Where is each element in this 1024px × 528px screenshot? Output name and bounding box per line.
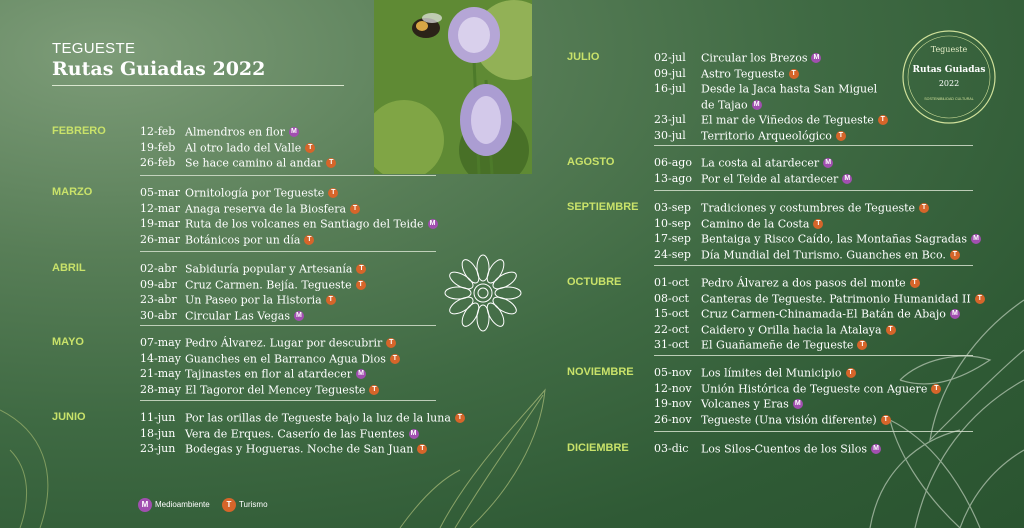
event-date: 26-mar <box>140 232 180 246</box>
event-date: 26-feb <box>140 156 176 169</box>
legend-medioambiente <box>138 498 210 512</box>
event-row <box>654 128 973 143</box>
event-row <box>654 200 973 215</box>
event-date: 17-sep <box>654 232 691 245</box>
event-date: 05-mar <box>140 186 180 199</box>
event-title <box>185 124 299 140</box>
event-title <box>701 337 867 353</box>
turismo-badge-icon: T <box>369 385 379 395</box>
event-date: 09-jul <box>654 66 686 80</box>
legend-medioambiente-label: Medioambiente <box>155 500 210 510</box>
event-row <box>140 155 436 170</box>
event-title <box>185 308 304 324</box>
event-title <box>701 128 846 144</box>
event-title-text: Día Mundial del Turismo. Guanches en Bco. <box>701 248 946 261</box>
event-title-text: Circular los Brezos <box>701 51 808 65</box>
event-title <box>701 412 891 428</box>
medioambiente-badge-icon: M <box>409 429 419 439</box>
event-title <box>701 50 821 66</box>
event-row <box>654 216 973 231</box>
turismo-badge-icon: T <box>304 235 314 245</box>
event-date: 08-oct <box>654 291 689 305</box>
event-date: 12-feb <box>140 125 176 138</box>
event-date: 24-sep <box>654 247 691 261</box>
event-title-text: Al otro lado del Valle <box>185 141 302 154</box>
month-divider <box>140 400 436 401</box>
month-divider <box>140 251 436 252</box>
event-date: 31-oct <box>654 338 689 351</box>
turismo-badge-icon: T <box>846 368 856 378</box>
event-row <box>140 185 436 200</box>
event-date: 15-oct <box>654 307 689 320</box>
event-title <box>701 441 881 457</box>
event-title-text: Pedro Álvarez. Lugar por descubrir <box>185 336 383 350</box>
event-title-text: Bodegas y Hogueras. Noche de San Juan <box>185 442 414 456</box>
event-date: 11-jun <box>140 411 176 424</box>
turismo-badge-icon: T <box>386 338 396 348</box>
seal-top-text: Tegueste <box>930 45 968 54</box>
event-title-text: Volcanes y Eras <box>701 397 789 411</box>
event-row <box>140 426 436 441</box>
medioambiente-badge-icon: M <box>752 100 762 110</box>
event-title <box>185 155 336 171</box>
event-title <box>185 292 336 308</box>
event-title <box>185 441 427 457</box>
event-row <box>140 351 436 366</box>
event-title-text: Guanches en el Barranco Agua Dios <box>185 352 386 365</box>
event-row <box>654 81 973 96</box>
turismo-badge-icon: T <box>328 188 338 198</box>
event-title <box>701 306 960 322</box>
event-date: 05-nov <box>654 366 692 379</box>
event-row <box>654 97 973 112</box>
event-title <box>701 97 762 113</box>
event-date: 30-abr <box>140 308 177 322</box>
event-title-text: La costa al atardecer <box>701 156 820 170</box>
turismo-badge-icon: T <box>950 250 960 260</box>
turismo-badge-icon: T <box>350 204 360 214</box>
medioambiente-badge-icon: M <box>294 311 304 321</box>
turismo-badge-icon: T <box>326 158 336 168</box>
event-title <box>185 185 338 201</box>
medioambiente-badge-icon: M <box>793 399 803 409</box>
event-row <box>140 232 436 247</box>
event-title-text: Los Silos-Cuentos de los Silos <box>701 442 868 456</box>
medioambiente-badge-icon: M <box>356 369 366 379</box>
event-title-text: El Guañameñe de Tegueste <box>701 338 854 352</box>
event-row <box>654 412 973 427</box>
event-title <box>185 335 396 351</box>
event-date: 28-may <box>140 382 181 396</box>
turismo-badge-icon: T <box>222 498 236 512</box>
medioambiente-badge-icon: M <box>842 174 852 184</box>
medioambiente-badge-icon: M <box>971 234 981 244</box>
event-title <box>701 171 852 187</box>
turismo-badge-icon: T <box>789 69 799 79</box>
event-title <box>701 112 888 128</box>
event-row <box>654 66 973 81</box>
event-title-text: Ornitología por Tegueste <box>185 186 325 200</box>
month-label: NOVIEMBRE <box>567 366 634 378</box>
month-label: DICIEMBRE <box>567 442 629 454</box>
event-title <box>701 247 960 263</box>
event-title-text: Tajinastes en flor al atardecer <box>185 367 352 381</box>
event-date: 26-nov <box>654 412 692 426</box>
event-row <box>654 365 973 380</box>
event-date: 23-jun <box>140 442 176 455</box>
turismo-badge-icon: T <box>931 384 941 394</box>
medioambiente-badge-icon: M <box>823 158 833 168</box>
event-row <box>140 366 436 381</box>
event-title-text: Tradiciones y costumbres de Tegueste <box>701 201 916 215</box>
event-date: 22-oct <box>654 322 689 336</box>
event-title <box>185 382 379 398</box>
event-title-text: El Tagoror del Mencey Tegueste <box>185 383 366 396</box>
event-row <box>140 124 436 139</box>
event-row <box>654 50 973 65</box>
event-date: 19-nov <box>654 397 692 410</box>
event-title-text: Cruz Carmen. Bejía. Tegueste <box>185 278 352 291</box>
event-date: 07-may <box>140 336 181 349</box>
event-title <box>185 216 438 232</box>
event-date: 02-jul <box>654 51 686 64</box>
month-label: JUNIO <box>52 411 86 423</box>
event-title-text: Tegueste (Una visión diferente) <box>701 413 877 426</box>
event-title-text: Camino de la Costa <box>701 217 810 230</box>
month-divider <box>140 325 436 326</box>
event-title <box>701 81 877 97</box>
event-title-text: Anaga reserva de la Biosfera <box>185 202 347 215</box>
event-row <box>140 261 436 276</box>
event-title-text: Un Paseo por la Historia <box>185 293 322 307</box>
event-title-text: Pedro Álvarez a dos pasos del monte <box>701 276 906 290</box>
turismo-badge-icon: T <box>455 413 465 423</box>
event-title <box>701 381 941 397</box>
event-title-text: Vera de Erques. Caserío de las Fuentes <box>185 427 405 440</box>
event-date: 06-ago <box>654 156 692 169</box>
event-title-text: Astro Tegueste <box>701 67 785 80</box>
event-title-text: El mar de Viñedos de Tegueste <box>701 113 874 127</box>
event-title <box>701 396 803 412</box>
month-label: MARZO <box>52 186 93 198</box>
month-divider <box>654 355 973 356</box>
month-label: AGOSTO <box>567 156 615 168</box>
event-title-text: Sabiduría popular y Artesanía <box>185 262 353 276</box>
event-title-text: Se hace camino al andar <box>185 156 323 170</box>
event-date: 23-abr <box>140 293 177 306</box>
legend <box>138 498 278 512</box>
event-date: 18-jun <box>140 426 176 440</box>
turismo-badge-icon: T <box>305 143 315 153</box>
event-title <box>701 155 833 171</box>
medioambiente-badge-icon: M <box>138 498 152 512</box>
event-row <box>654 112 973 127</box>
event-row <box>140 335 436 350</box>
event-title <box>701 291 985 307</box>
event-date: 21-may <box>140 367 181 380</box>
event-date: 19-feb <box>140 140 176 154</box>
event-row <box>654 231 979 246</box>
event-title <box>185 140 315 156</box>
event-date: 19-mar <box>140 217 180 230</box>
seal-tagline-text: SOSTENIBILIDAD CULTURAL <box>924 97 974 101</box>
turismo-badge-icon: T <box>356 264 366 274</box>
seal-middle-text: Rutas Guiadas <box>912 65 986 75</box>
turismo-badge-icon: T <box>919 203 929 213</box>
medioambiente-badge-icon: M <box>289 127 299 137</box>
medioambiente-badge-icon: M <box>811 53 821 63</box>
medioambiente-badge-icon: M <box>871 444 881 454</box>
event-title <box>185 277 366 293</box>
event-date: 30-jul <box>654 128 686 142</box>
event-row <box>140 140 436 155</box>
event-row <box>140 292 436 307</box>
month-divider <box>654 145 973 146</box>
legend-turismo-label: Turismo <box>238 500 268 510</box>
event-title <box>701 231 981 247</box>
event-row <box>140 201 436 216</box>
event-title <box>701 275 920 291</box>
event-title-text: Canteras de Tegueste. Patrimonio Humanidad II <box>701 292 971 305</box>
turismo-badge-icon: T <box>886 325 896 335</box>
event-title-text: Por las orillas de Tegueste bajo la luz de la luna <box>185 411 451 425</box>
event-row <box>140 308 436 323</box>
event-row <box>654 275 973 290</box>
legend-turismo <box>222 498 268 512</box>
event-title-text: Circular Las Vegas <box>185 309 290 322</box>
month-divider <box>140 175 436 176</box>
event-date: 10-sep <box>654 216 691 230</box>
event-row <box>654 396 973 411</box>
event-row <box>654 322 973 337</box>
event-row <box>654 155 973 170</box>
event-title-text: Botánicos por un día <box>185 233 301 246</box>
event-date: 12-nov <box>654 381 692 395</box>
event-title-text: Territorio Arqueológico <box>701 129 832 142</box>
event-title-text: Desde la Jaca hasta San Miguel <box>701 82 878 96</box>
event-title-text: Cruz Carmen-Chinamada-El Batán de Abajo <box>701 307 946 321</box>
flower-outline-icon <box>444 254 522 332</box>
event-title-text: Bentaiga y Risco Caído, las Montañas Sagradas <box>701 232 968 246</box>
event-title <box>701 216 823 232</box>
month-label: MAYO <box>52 336 84 348</box>
event-date: 12-mar <box>140 201 180 215</box>
turismo-badge-icon: T <box>813 219 823 229</box>
event-title-text: Ruta de los volcanes en Santiago del Teide <box>185 217 424 231</box>
turismo-badge-icon: T <box>975 294 985 304</box>
event-date: 14-may <box>140 351 181 365</box>
turismo-badge-icon: T <box>857 340 867 350</box>
turismo-badge-icon: T <box>417 444 427 454</box>
event-date: 03-sep <box>654 201 691 214</box>
event-title <box>701 66 799 82</box>
event-title-text: Almendros en flor <box>185 125 285 139</box>
month-label: ABRIL <box>52 262 86 274</box>
turismo-badge-icon: T <box>356 280 366 290</box>
event-date: 16-jul <box>654 82 686 95</box>
month-divider <box>654 265 973 266</box>
month-label: JULIO <box>567 51 600 63</box>
event-title <box>185 261 366 277</box>
event-row <box>140 410 463 425</box>
event-date: 03-dic <box>654 442 689 455</box>
month-label: OCTUBRE <box>567 276 622 288</box>
event-title <box>185 232 314 248</box>
page-title: Rutas Guiadas 2022 <box>52 58 266 80</box>
turismo-badge-icon: T <box>910 278 920 288</box>
event-date: 09-abr <box>140 277 177 291</box>
event-title <box>185 410 465 426</box>
event-title <box>185 426 419 442</box>
event-row <box>654 337 973 352</box>
event-title-text: Caidero y Orilla hacia la Atalaya <box>701 323 882 336</box>
medioambiente-badge-icon: M <box>428 219 438 229</box>
month-label: SEPTIEMBRE <box>567 201 639 213</box>
event-row <box>140 277 436 292</box>
event-title <box>701 365 856 381</box>
medioambiente-badge-icon: M <box>950 309 960 319</box>
turismo-badge-icon: T <box>326 295 336 305</box>
seal-year-text: 2022 <box>938 79 960 88</box>
event-row <box>140 441 436 456</box>
event-row <box>140 216 436 231</box>
event-date: 02-abr <box>140 262 177 275</box>
event-row <box>654 381 973 396</box>
event-row <box>654 247 973 262</box>
event-title <box>185 201 360 217</box>
turismo-badge-icon: T <box>878 115 888 125</box>
event-title-text: Unión Histórica de Tegueste con Aguere <box>701 382 928 395</box>
month-divider <box>654 190 973 191</box>
turismo-badge-icon: T <box>390 354 400 364</box>
month-label: FEBRERO <box>52 125 106 137</box>
event-title <box>185 366 366 382</box>
event-title-text: de Tajao <box>701 98 748 111</box>
event-date: 01-oct <box>654 276 689 289</box>
event-title-text: Los límites del Municipio <box>701 366 842 380</box>
event-date: 13-ago <box>654 171 692 185</box>
event-title <box>701 322 896 338</box>
event-row <box>654 441 973 456</box>
event-title <box>701 200 929 216</box>
turismo-badge-icon: T <box>881 415 891 425</box>
event-title <box>185 351 400 367</box>
title-divider <box>52 85 344 86</box>
event-row <box>654 306 973 321</box>
event-date: 23-jul <box>654 113 686 126</box>
location-title: TEGUESTE <box>52 40 136 57</box>
event-row <box>654 171 973 186</box>
turismo-badge-icon: T <box>836 131 846 141</box>
month-divider <box>654 431 973 432</box>
event-title-text: Por el Teide al atardecer <box>701 172 839 185</box>
event-row <box>140 382 436 397</box>
event-row <box>654 291 982 306</box>
